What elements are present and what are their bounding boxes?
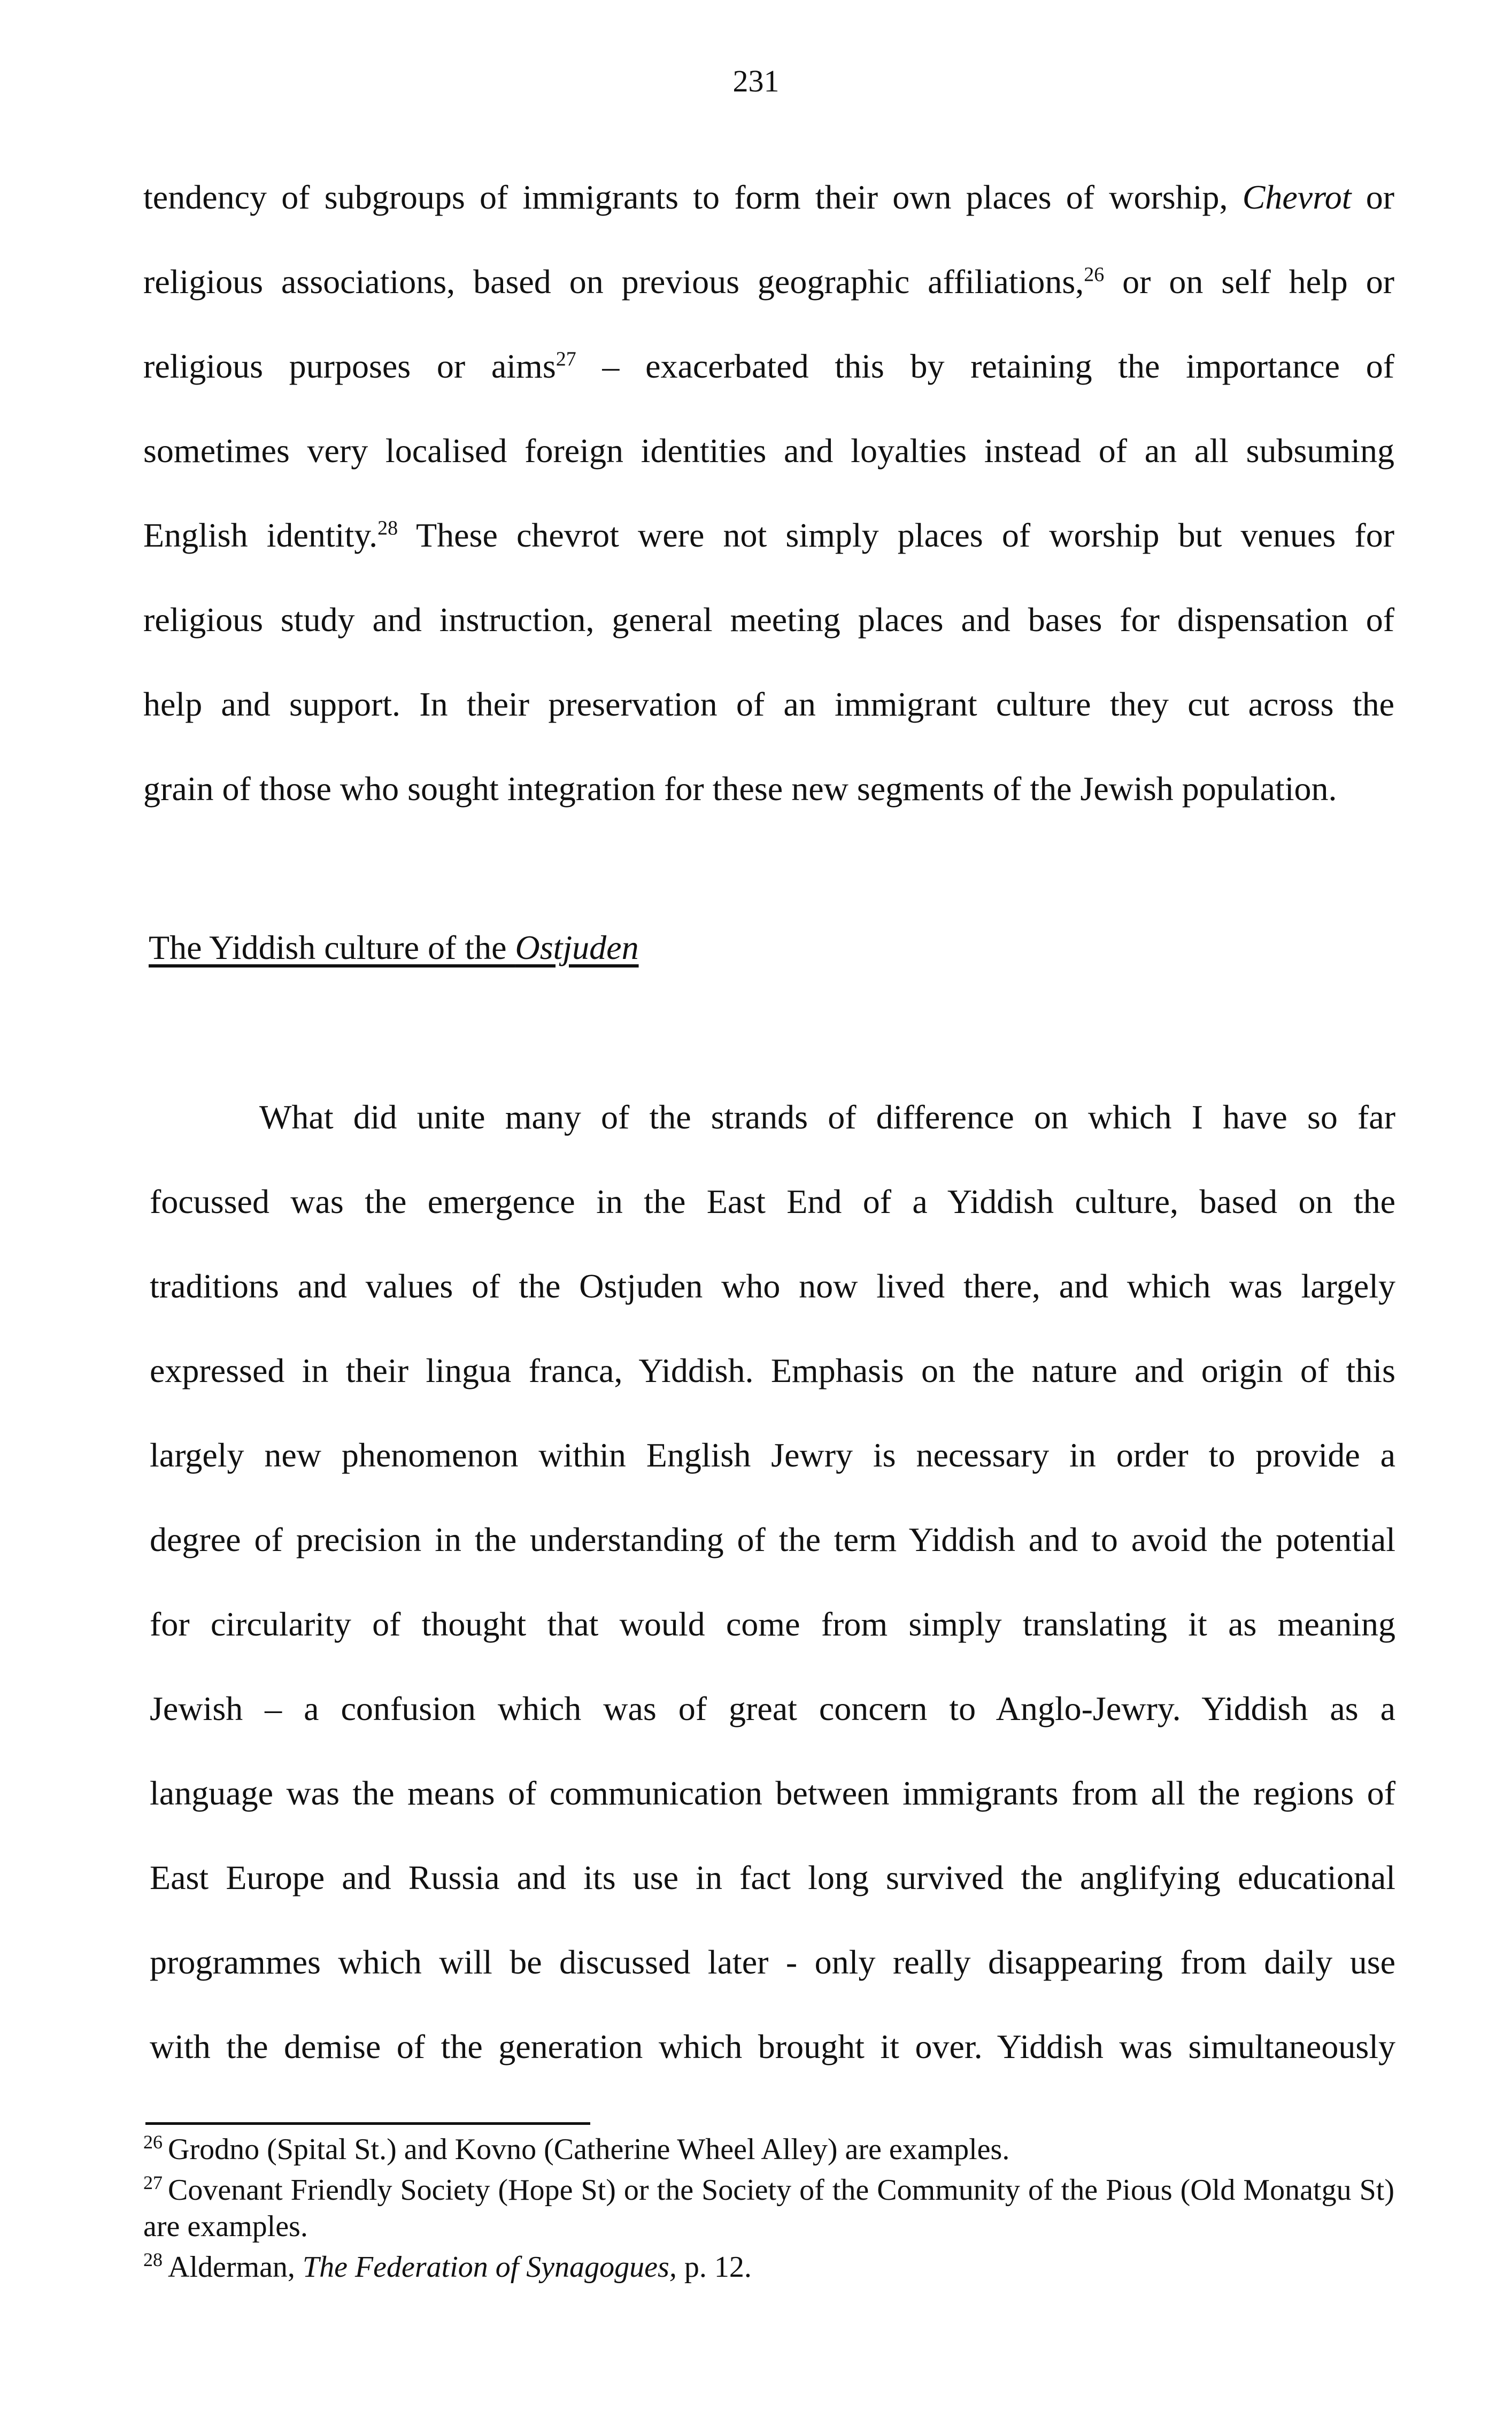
footnote-28: $^{28}$ Alderman, The Federation of Synagogues, p. 12. bbox=[143, 2249, 752, 2284]
footnote-27: $^{27}$ Covenant Friendly Society (Hope St) or the Society of the Community of the Pious (Old Monatgu St) are examples. bbox=[143, 2172, 1394, 2243]
text-line: English identity.$^{28}$ These chevrot were not simply places of worship but venues for bbox=[143, 516, 1395, 554]
text-line: for circularity of thought that would come from simply translating it as meaning bbox=[150, 1605, 1395, 1643]
text-line: traditions and values of the Ostjuden who now lived there, and which was largely bbox=[150, 1267, 1395, 1305]
citation-title: The Federation of Synagogues, bbox=[302, 2251, 677, 2284]
text-line: sometimes very localised foreign identities and loyalties instead of an all subsuming bbox=[143, 432, 1394, 470]
text-line: Jewish – a confusion which was of great concern to Anglo-Jewry. Yiddish as a bbox=[150, 1690, 1395, 1727]
text-line: largely new phenomenon within English Jewry is necessary in order to provide a bbox=[150, 1436, 1395, 1474]
text-line: grain of those who sought integration for these new segments of the Jewish population. bbox=[143, 770, 1337, 808]
text-line: programmes which will be discussed later - only really disappearing from daily use bbox=[150, 1943, 1395, 1981]
text-line: East Europe and Russia and its use in fact long survived the anglifying educational bbox=[150, 1859, 1395, 1896]
text-line: expressed in their lingua franca, Yiddish. Emphasis on the nature and origin of this bbox=[150, 1352, 1395, 1389]
page-number: 231 bbox=[732, 64, 780, 98]
footnote-mark: 28 bbox=[143, 2249, 163, 2271]
text-line: help and support. In their preservation of an immigrant culture they cut across the bbox=[143, 685, 1394, 723]
paragraph-chevrot bbox=[143, 155, 1394, 831]
text-line: tendency of subgroups of immigrants to form their own places of worship, Chevrot or bbox=[143, 178, 1395, 216]
footnote-ref-27[interactable]: 27 bbox=[556, 348, 576, 371]
text-line: language was the means of communication between immigrants from all the regions of bbox=[150, 1774, 1395, 1812]
footnote-ref-28[interactable]: 28 bbox=[377, 517, 398, 540]
text-line: degree of precision in the understanding of the term Yiddish and to avoid the potential bbox=[150, 1521, 1395, 1558]
footnote-divider bbox=[145, 2122, 590, 2125]
text-line: focussed was the emergence in the East End of a Yiddish culture, based on the bbox=[150, 1183, 1395, 1220]
footnote-mark: 27 bbox=[143, 2172, 163, 2194]
text-line: religious purposes or aims$^{27}$ – exacerbated this by retaining the importance of bbox=[143, 347, 1395, 385]
italic-term: Chevrot bbox=[1242, 178, 1352, 216]
footnote-26: $^{26}$ Grodno (Spital St.) and Kovno (Catherine Wheel Alley) are examples. bbox=[143, 2131, 1010, 2166]
footnote-ref-26[interactable]: 26 bbox=[1084, 263, 1105, 286]
text-line: with the demise of the generation which brought it over. Yiddish was simultaneously bbox=[150, 2028, 1395, 2066]
text-line: What did unite many of the strands of difference on which I have so far bbox=[259, 1098, 1395, 1136]
paragraph-yiddish-culture bbox=[150, 1075, 1395, 2089]
text-line: religious study and instruction, general meeting places and bases for dispensation of bbox=[143, 601, 1394, 639]
footnote-mark: 26 bbox=[143, 2131, 163, 2153]
text-line: religious associations, based on previous geographic affiliations,$^{26}$ or on self help or bbox=[143, 263, 1395, 301]
section-heading: The Yiddish culture of the Ostjuden bbox=[149, 928, 639, 966]
footnotes bbox=[143, 2131, 1394, 2285]
